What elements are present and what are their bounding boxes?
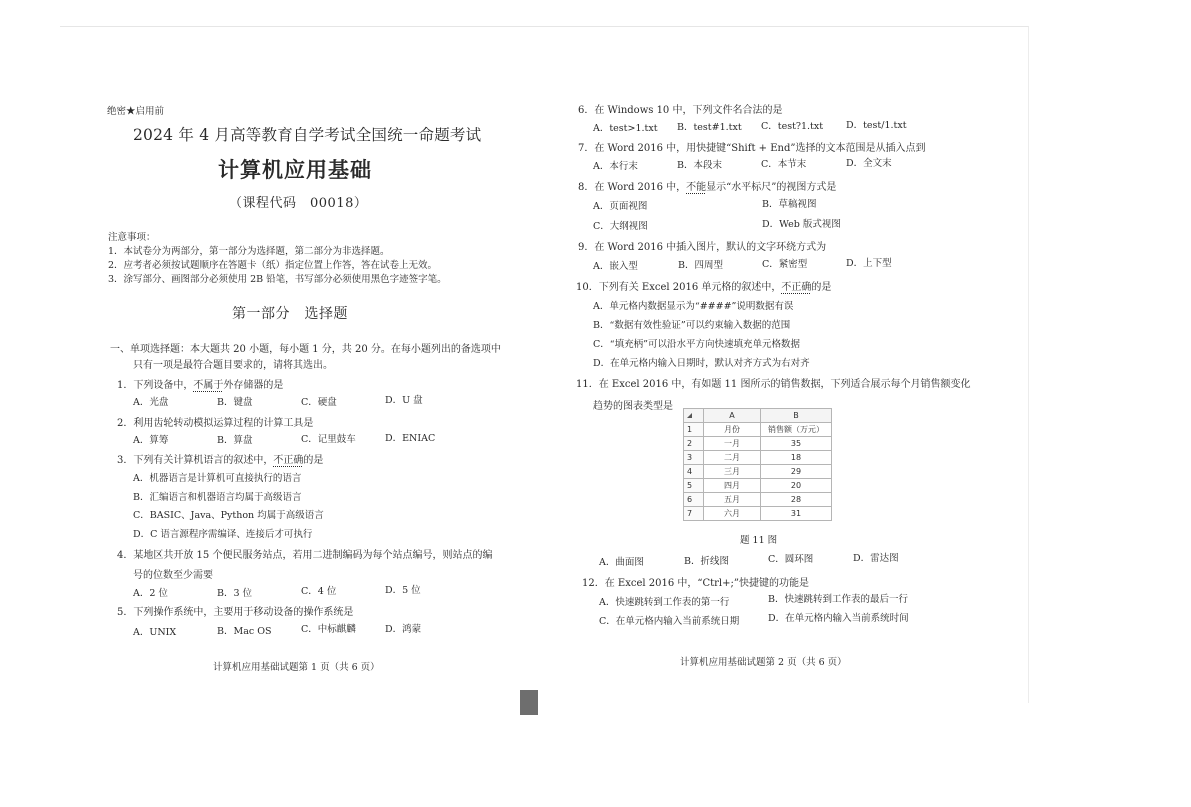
note-item: 1．本试卷分为两部分，第一部分为选择题，第二部分为非选择题。 [108, 246, 390, 257]
cell: 三月 [704, 465, 761, 479]
option: D．上下型 [846, 258, 892, 269]
figure-caption: 题 11 图 [740, 535, 778, 546]
option: D．5 位 [385, 585, 421, 596]
option: C．BASIC、Java、Python 均属于高级语言 [133, 510, 324, 521]
row-header: 5 [684, 479, 704, 493]
cell: 18 [761, 451, 832, 465]
table-row [684, 465, 832, 479]
option: C．中标麒麟 [301, 624, 356, 635]
option: B．本段末 [677, 160, 722, 171]
option: B．折线图 [684, 556, 729, 567]
emphasis: 不正确 [273, 455, 304, 466]
note-item: 2．应考者必须按试题顺序在答题卡（纸）指定位置上作答，答在试卷上无效。 [108, 260, 438, 271]
question-11-stem-line2: 趋势的图表类型是 [593, 401, 673, 412]
scan-artifact-block [520, 690, 538, 715]
section-title: 第一部分 选择题 [232, 306, 348, 322]
exam-title: 2024 年 4 月高等教育自学考试全国统一命题考试 [133, 126, 482, 144]
notes-heading: 注意事项： [108, 232, 156, 243]
option: A．光盘 [133, 397, 169, 408]
question-4-stem-line2: 号的位数至少需要 [133, 570, 213, 581]
option: B．四周型 [678, 260, 723, 271]
option: A．2 位 [133, 588, 168, 599]
cell: 一月 [704, 437, 761, 451]
cell: 五月 [704, 493, 761, 507]
question-3-stem: 3．下列有关计算机语言的叙述中，不正确的是 [117, 455, 324, 466]
option: B．Mac OS [217, 626, 272, 637]
table-row [684, 423, 832, 437]
option: B．汇编语言和机器语言均属于高级语言 [133, 492, 302, 503]
option: D．Web 版式视图 [762, 219, 841, 230]
question-10-stem: 10．下列有关 Excel 2016 单元格的叙述中，不正确的是 [576, 282, 832, 293]
option: C．大纲视图 [593, 221, 648, 232]
cell: 20 [761, 479, 832, 493]
option: A．test>1.txt [593, 123, 658, 134]
option: D．test/1.txt [846, 120, 907, 131]
option: C．本节末 [761, 159, 807, 170]
cell: 31 [761, 507, 832, 521]
option: A．算筹 [133, 435, 169, 446]
cell: 销售额（万元） [761, 423, 832, 437]
column-header: A [704, 409, 761, 423]
question-5-stem: 5．下列操作系统中，主要用于移动设备的操作系统是 [117, 607, 354, 618]
row-header: 4 [684, 465, 704, 479]
cell: 35 [761, 437, 832, 451]
page-footer: 计算机应用基础试题第 1 页（共 6 页） [213, 662, 380, 673]
option: A．嵌入型 [593, 261, 638, 272]
instruction-line: 只有一项是最符合题目要求的，请将其选出。 [133, 360, 333, 371]
option: C．test?1.txt [761, 121, 824, 132]
cell: 四月 [704, 479, 761, 493]
question-7-stem: 7．在 Word 2016 中，用快捷键“Shift + End”选择的文本范围是从插入点到 [578, 143, 926, 154]
question-2-stem: 2．利用齿轮转动模拟运算过程的计算工具是 [117, 418, 314, 429]
option: D．鸿蒙 [385, 624, 422, 635]
option: B．草稿视图 [762, 199, 817, 210]
option: A．曲面图 [599, 557, 644, 568]
row-header: 3 [684, 451, 704, 465]
emphasis: 不能 [686, 182, 707, 193]
select-all-corner [684, 409, 704, 423]
confidential-label: 绝密★启用前 [107, 106, 165, 117]
option: D．ENIAC [385, 433, 436, 444]
cell: 28 [761, 493, 832, 507]
option: C．紧密型 [762, 259, 808, 270]
page-footer: 计算机应用基础试题第 2 页（共 6 页） [680, 657, 847, 668]
option: D．在单元格内输入当前系统时间 [768, 613, 909, 624]
row-header: 2 [684, 437, 704, 451]
row-header: 7 [684, 507, 704, 521]
course-code: （课程代码 00018） [229, 196, 368, 211]
option: D．U 盘 [385, 395, 423, 406]
table-row [684, 479, 832, 493]
option: B．键盘 [217, 397, 253, 408]
question-11-stem: 11．在 Excel 2016 中，有如题 11 图所示的销售数据，下列适合展示每个月销售额变化 [576, 379, 971, 390]
table-row [684, 493, 832, 507]
table-row [684, 507, 832, 521]
column-header: B [761, 409, 832, 423]
option: C．圆环图 [768, 554, 814, 565]
option: B．test#1.txt [677, 122, 742, 133]
option: D．雷达图 [853, 553, 899, 564]
option: A．UNIX [133, 627, 177, 638]
emphasis: 不正确 [781, 282, 812, 293]
question-6-stem: 6．在 Windows 10 中，下列文件名合法的是 [578, 105, 783, 116]
note-item: 3．涂写部分、画图部分必须使用 2B 铅笔，书写部分必须使用黑色字迹签字笔。 [108, 274, 447, 285]
row-header: 6 [684, 493, 704, 507]
option: B．“数据有效性验证”可以约束输入数据的范围 [593, 320, 791, 331]
cell: 月份 [704, 423, 761, 437]
cell: 二月 [704, 451, 761, 465]
cell: 六月 [704, 507, 761, 521]
table-row [684, 451, 832, 465]
question-4-stem: 4．某地区共开放 15 个便民服务站点，若用二进制编码为每个站点编号，则站点的编 [117, 550, 493, 561]
option: B．算盘 [217, 435, 253, 446]
option: A．快速跳转到工作表的第一行 [599, 597, 730, 608]
emphasis: 不属于 [193, 380, 224, 391]
option: D．在单元格内输入日期时，默认对齐方式为右对齐 [593, 358, 810, 369]
column-header-row [684, 409, 832, 423]
row-header: 1 [684, 423, 704, 437]
figure-11-spreadsheet [683, 408, 832, 521]
option: A．机器语言是计算机可直接执行的语言 [133, 473, 302, 484]
option: C．硬盘 [301, 397, 337, 408]
cell: 29 [761, 465, 832, 479]
question-8-stem: 8．在 Word 2016 中，不能显示“水平标尺”的视图方式是 [578, 182, 837, 193]
option: C．在单元格内输入当前系统日期 [599, 616, 740, 627]
option: C．4 位 [301, 586, 337, 597]
question-9-stem: 9．在 Word 2016 中插入图片，默认的文字环绕方式为 [578, 242, 827, 253]
option: A．本行末 [593, 161, 638, 172]
instruction-line: 一、单项选择题：本大题共 20 小题，每小题 1 分，共 20 分。在每小题列出的备选项中 [110, 344, 501, 355]
option: C．记里鼓车 [301, 434, 356, 445]
question-1-stem: 1．下列设备中，不属于外存储器的是 [117, 380, 284, 391]
subject-title: 计算机应用基础 [218, 158, 372, 182]
option: A．页面视图 [593, 201, 648, 212]
table-row [684, 437, 832, 451]
option: B．快速跳转到工作表的最后一行 [768, 594, 908, 605]
option: D．C 语言源程序需编译、连接后才可执行 [133, 529, 313, 540]
option: A．单元格内数据显示为“####”说明数据有误 [593, 301, 794, 312]
corner-triangle-icon [687, 413, 692, 418]
option: C．“填充柄”可以沿水平方向快速填充单元格数据 [593, 339, 800, 350]
question-12-stem: 12．在 Excel 2016 中，“Ctrl+;”快捷键的功能是 [582, 578, 809, 589]
option: B．3 位 [217, 588, 253, 599]
option: D．全文末 [846, 158, 892, 169]
